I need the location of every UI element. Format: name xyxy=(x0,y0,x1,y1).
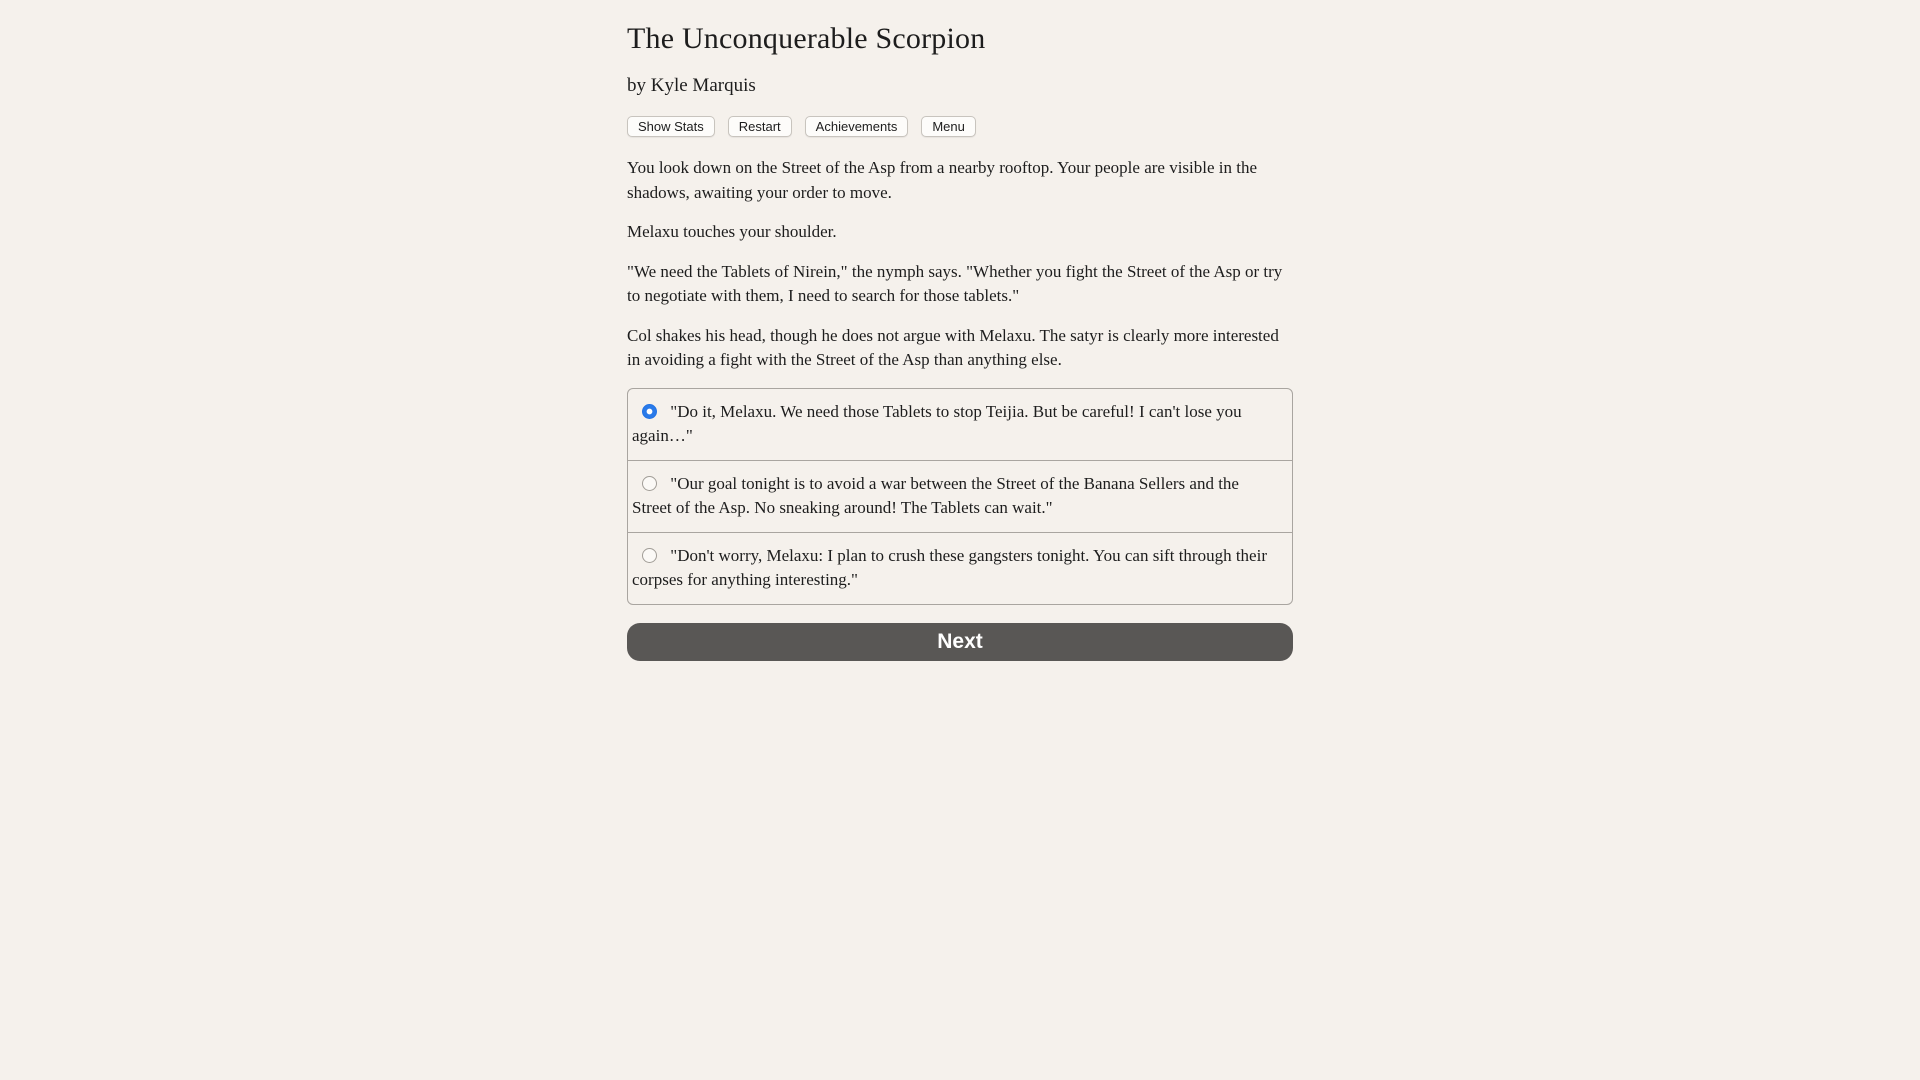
choice-option-label: "Don't worry, Melaxu: I plan to crush these gangsters tonight. You can sift through their corpses for anything interesting." xyxy=(632,545,1267,589)
toolbar xyxy=(627,116,1293,137)
byline: by Kyle Marquis xyxy=(627,75,756,96)
story-paragraph: Melaxu touches your shoulder. xyxy=(627,222,837,241)
choice-list xyxy=(627,388,1293,605)
choice-option-1[interactable] xyxy=(628,389,1292,461)
choice-option-2[interactable] xyxy=(628,461,1292,533)
choice-option-3[interactable] xyxy=(628,533,1292,604)
story-text xyxy=(627,156,1293,373)
choice-option-label: "Our goal tonight is to avoid a war between the Street of the Banana Sellers and the Street of the Asp. No sneaking around! The Tablets can wait." xyxy=(632,473,1239,517)
next-button[interactable]: Next xyxy=(627,623,1293,661)
story-paragraph: Col shakes his head, though he does not argue with Melaxu. The satyr is clearly more interested in avoiding a fight with the Street of the Asp than anything else. xyxy=(627,325,1279,369)
choice-radio[interactable] xyxy=(642,404,657,419)
story-paragraph: You look down on the Street of the Asp from a nearby rooftop. Your people are visible in the shadows, awaiting your order to move. xyxy=(627,158,1258,202)
menu-button[interactable]: Menu xyxy=(921,116,976,137)
achievements-button[interactable]: Achievements xyxy=(805,116,909,137)
restart-button[interactable]: Restart xyxy=(728,116,792,137)
choice-radio[interactable] xyxy=(642,476,657,491)
story-paragraph: "We need the Tablets of Nirein," the nymph says. "Whether you fight the Street of the Asp or try to negotiate with them, I need to search for those tablets." xyxy=(627,261,1283,305)
game-content xyxy=(627,0,1293,661)
show-stats-button[interactable]: Show Stats xyxy=(627,116,715,137)
choice-option-label: "Do it, Melaxu. We need those Tablets to stop Teijia. But be careful! I can't lose you again…" xyxy=(632,401,1242,445)
page-title: The Unconquerable Scorpion xyxy=(627,22,986,55)
choice-radio[interactable] xyxy=(642,548,657,563)
